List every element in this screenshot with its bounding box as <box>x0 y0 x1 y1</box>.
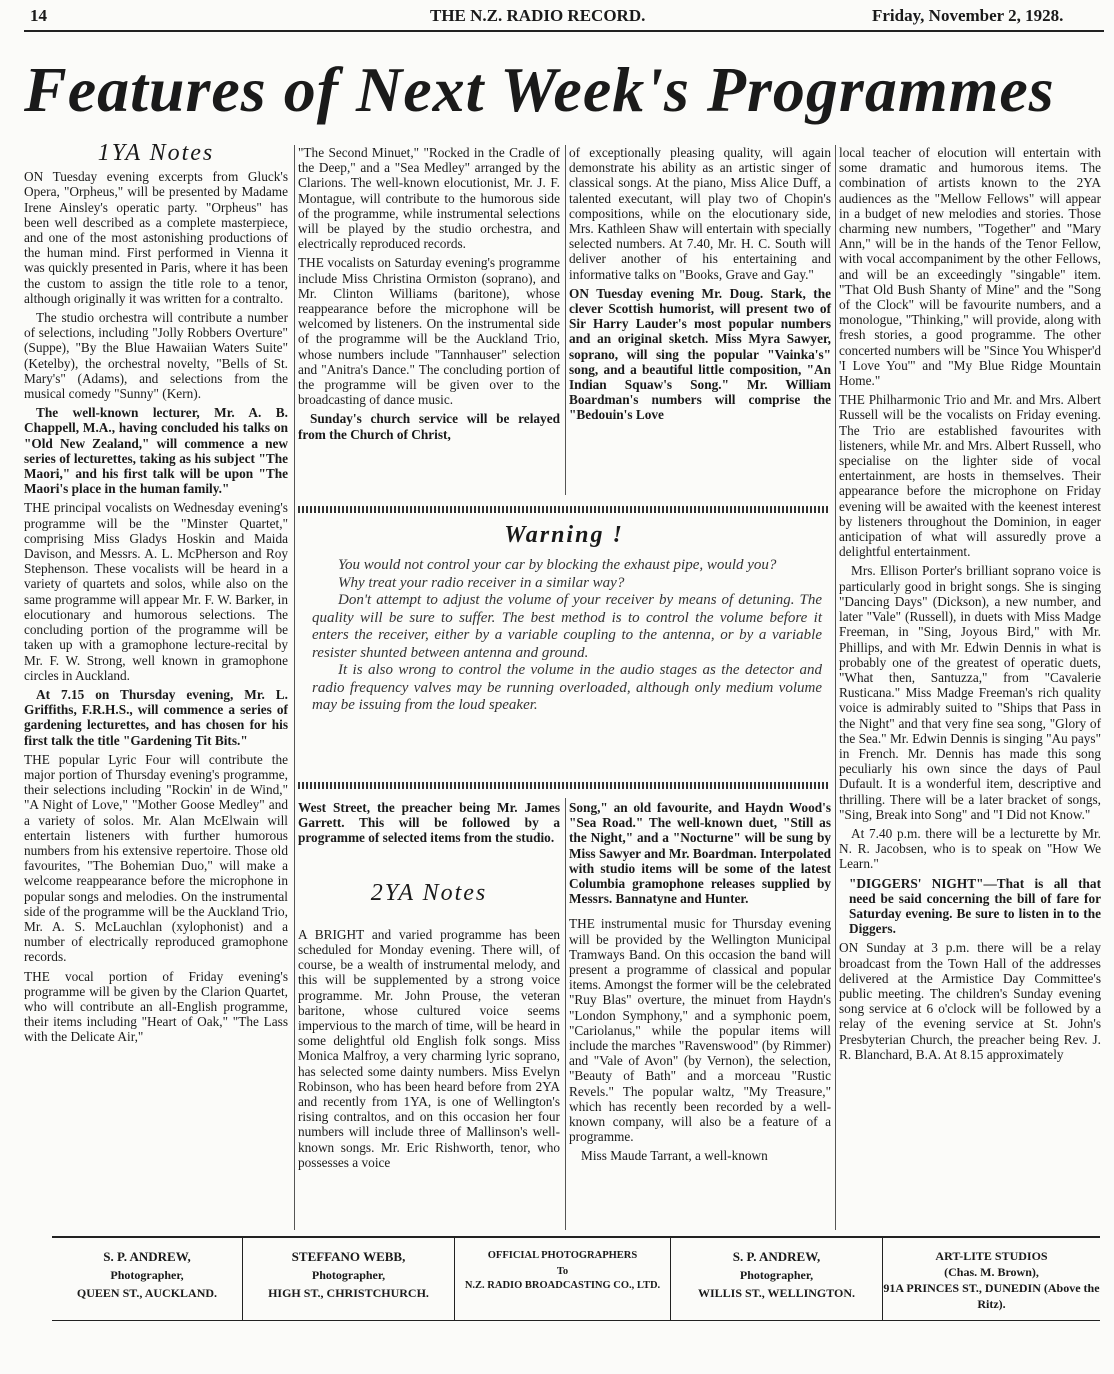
column-rule <box>294 145 295 1230</box>
advert-address: QUEEN ST., AUCKLAND. <box>76 1286 218 1300</box>
hatch-rule <box>298 782 830 789</box>
article-paragraph: local teacher of elocution will entertain with some dramatic and humorous items. The combination of artists known to the 2YA audiences as the "Mellow Fellows" will appear in a budget of new melodies and stories. Those charming new numbers, "Together" and "Mary Ann," will be in the hands of the Tenor Fellow, with vocal accompaniment by the other Fellows, and will be an exceedingly "singable" item. "That Old Bush Shanty of Mine" and the "Song of the Clock" will be favourite numbers, and a monologue, "Thinking," will provide, along with fresh stories, a good programme. The other concerted numbers will be "Since You Whisper'd 'I Love You'" and "My Blue Ridge Mountain Home." <box>839 145 1101 389</box>
page-title: Features of Next Week's Programmes <box>24 54 1055 125</box>
article-paragraph-bold: "DIGGERS' NIGHT"—That is all that need be said concerning the bill of fare for Saturday evening. Be sure to listen in to the Diggers. <box>849 875 1101 937</box>
advert-address: N.Z. RADIO BROADCASTING CO., LTD. <box>464 1280 661 1291</box>
article-paragraph-bold: At 7.15 on Thursday evening, Mr. L. Griffiths, F.R.H.S., will commence a series of gardening lecturettes, and has chosen for his first talk the title "Gardening Tit Bits." <box>24 686 288 748</box>
advert-address: 91A PRINCES ST., DUNEDIN (Above the Ritz). <box>883 1281 1100 1311</box>
advert-name: STEFFANO WEBB, <box>291 1249 406 1264</box>
advert-cell <box>882 1238 1100 1320</box>
column-2 <box>298 145 560 446</box>
warning-paragraph: Don't attempt to adjust the volume of your receiver by means of detuning. The quality will be sure to suffer. The best method is to control the volume before it enters the receiver, either by a variable coupling to the antenna, or by a variable resister shunted between antenna and ground. <box>312 592 822 661</box>
warning-heading: Warning ! <box>504 522 624 548</box>
advert-name: S. P. ANDREW, <box>103 1249 191 1264</box>
advert-name: S. P. ANDREW, <box>732 1249 821 1264</box>
publication-name: THE N.Z. RADIO RECORD. <box>430 6 646 25</box>
page-number: 14 <box>30 6 47 25</box>
advert-role: Photographer, <box>110 1268 184 1282</box>
advert-cell <box>52 1238 242 1320</box>
article-paragraph-bold: ON Tuesday evening Mr. Doug. Stark, the clever Scottish humorist, will present two of Sir Harry Lauder's most popular numbers and an original sketch. Miss Myra Sawyer, soprano, will sing the popular "Vainka's" song, and a beautiful little composition, "An Indian Squaw's Song." Mr. William Boardman's numbers will comprise the "Bedouin's Love <box>569 285 831 423</box>
lower-left-block <box>298 800 560 1174</box>
article-paragraph: A BRIGHT and varied programme has been scheduled for Monday evening. There will, of course, be a wealth of instrumental melody, and this will be supplemented by a strong voice programme. Mr. John Prouse, the veteran baritone, whose cultured voice seems impervious to the march of time, will be heard in some delightful old English folk songs. Miss Monica Malfroy, a very charming lyric soprano, has selected some dainty numbers. Miss Evelyn Robinson, who has been heard before from 2YA and recently from 1YA, is one of Wellington's rising contraltos, and on this occasion her four numbers will include three of Mallinson's well-known songs. Mr. Eric Rishworth, tenor, who possesses a voice <box>298 926 560 1170</box>
column-rule <box>835 145 836 1230</box>
photographers-advert <box>52 1236 1100 1321</box>
article-paragraph: ON Sunday at 3 p.m. there will be a relay broadcast from the Town Hall of the addresses delivered at the Armistice Day Committee's public meeting. The children's Sunday evening song service at 6 o'clock will be followed by a relay of the evening service at St. John's Presbyterian Church, the preacher being Rev. J. R. Blanchard, B.A. At 8.15 approximately <box>839 940 1101 1062</box>
article-paragraph: The studio orchestra will contribute a number of selections, including "Jolly Robbers Overture" (Suppe), "By the Blue Hawaiian Waters Suite" (Ketelby), the orchestral novelty, "Bells of St. Mary's" (Adams), and selections from the musical comedy "Sunny" (Kern). <box>24 310 288 402</box>
article-paragraph: of exceptionally pleasing quality, will again demonstrate his ability as an artistic singer of classical songs. At the piano, Miss Alice Duff, a talented executant, will play two of Chopin's compositions, while on the elocutionary side, Mrs. Kathleen Shaw will entertain with specially selected numbers. At 7.40, Mr. H. C. South will deliver another of his entertaining and informative talks on "Books, Grave and Gay." <box>569 145 831 282</box>
advert-role: (Chas. M. Brown), <box>944 1265 1039 1279</box>
article-paragraph-bold: Song," an old favourite, and Haydn Wood's "Sea Road." The well-known duet, "Still as the Night," and a "Nocturne" will be sung by Miss Sawyer and Mr. Boardman. Interpolated with studio items will be some of the latest Columbia gramophone releases supplied by Messrs. Bannatyne and Hunter. <box>569 800 831 907</box>
article-paragraph: THE Philharmonic Trio and Mr. and Mrs. Albert Russell will be the vocalists on Friday evening. The Trio are established favourites with listeners, while Mr. and Mrs. Albert Russell, who specialise on the lighter side of vocal entertainment, are hosts in themselves. Their appearance before the microphone on Friday evening will be awaited with the keenest interest by listeners throughout the Dominion, in eager anticipation of what will assuredly prove a delightful entertainment. <box>839 392 1101 560</box>
article-paragraph-bold: The well-known lecturer, Mr. A. B. Chappell, M.A., having concluded his talks on "Old New Zealand," will commence a new series of lecturettes, taking as his subject "The Maori," and his first talk will be upon "The Maori's place in the human family." <box>24 405 288 497</box>
article-paragraph: Mrs. Ellison Porter's brilliant soprano voice is particularly good in bright songs. She is singing "Dancing Days" (Dickson), a new number, and later "Vale" (Russell), in duets with Miss Madge Freeman, in "Sing, Joyous Bird," with Mr. Phillips, and with Mr. Edwin Dennis in what is probably one of the greatest of operatic duets, "What then, Santuzza," from "Cavalerie Rusticana." Miss Madge Freeman's rich quality voice is admirably suited to "Ships that Pass in the Night" and that very fine sea song, "Glory of the Sea." Mr. Edwin Dennis is singing "Au pays" in French. Mr. Dennis has made this song peculiarly his own since the days of Paul Dufault. It is a wonderful item, descriptive and thrilling. There will be a later bracket of songs, "Sing, Break into Song" and "I Did not Know." <box>839 563 1101 822</box>
article-paragraph-bold: West Street, the preacher being Mr. James Garrett. This will be followed by a programme of selected items from the studio. <box>298 800 560 846</box>
lower-right-block <box>569 800 831 1168</box>
header-rule <box>24 30 1104 32</box>
section-heading-2ya: 2YA Notes <box>370 879 488 906</box>
column-1 <box>24 142 288 1049</box>
article-paragraph: At 7.40 p.m. there will be a lecturette by Mr. N. R. Jacobsen, who is to speak on "How We Learn." <box>839 825 1101 872</box>
article-paragraph: Miss Maude Tarrant, a well-known <box>581 1148 768 1164</box>
warning-text <box>298 557 830 715</box>
column-rule <box>565 145 566 495</box>
advert-name: ART-LITE STUDIOS <box>935 1249 1048 1263</box>
issue-date: Friday, November 2, 1928. <box>872 6 1064 25</box>
hatch-rule <box>298 506 830 513</box>
advert-cell <box>242 1238 454 1320</box>
advert-role: Photographer, <box>311 1268 386 1282</box>
column-3 <box>569 145 831 427</box>
article-paragraph: THE vocal portion of Friday evening's programme will be given by the Clarion Quartet, who will contribute an all-English programme, their items including "Heart of Oak," "The Lass with the Delicate Air," <box>24 968 288 1045</box>
column-4 <box>839 145 1101 1066</box>
advert-address: WILLIS ST., WELLINGTON. <box>697 1286 856 1300</box>
article-paragraph-bold: Sunday's church service will be relayed from the Church of Christ, <box>298 411 560 442</box>
advert-role: Photographer, <box>739 1268 814 1282</box>
advert-cell <box>670 1238 882 1320</box>
warning-paragraph: It is also wrong to control the volume in the audio stages as the detector and radio frequency valves may be running overloaded, although only medium volume may be issuing from the loud speaker. <box>312 662 822 713</box>
article-paragraph: ON Tuesday evening excerpts from Gluck's Opera, "Orpheus," will be presented by Madame Irene Ainsley's operatic party. "Orpheus" has been well described as a complete masterpiece, and one of the most astonishing productions of the human mind. First performed in Vienna it was quickly presented in Paris, where it has been the custom to assign the title role to a tenor, although originally it was written for a contralto. <box>24 169 288 306</box>
article-paragraph: THE popular Lyric Four will contribute the major portion of Thursday evening's programme, their selections including "Rockin' in de Wind," "A Night of Love," "Mother Goose Medley" and a variety of solos. Mr. Alan McElwain will entertain listeners with further humorous numbers from his extensive repertoire. Those old favourites, "The Bohemian Duo," will make a welcome reappearance before the microphone in popular songs and melodies. On the instrumental side of the programme will be the Auckland Trio, Mr. A. S. McLauchlan (xylophonist) and a number of electrically reproduced gramophone records. <box>24 751 288 965</box>
advert-cell <box>454 1238 670 1320</box>
warning-box <box>298 518 830 715</box>
warning-paragraph: You would not control your car by blocking the exhaust pipe, would you? <box>338 557 777 573</box>
warning-paragraph: Why treat your radio receiver in a similar way? <box>338 574 625 591</box>
column-rule <box>565 798 566 1230</box>
section-heading-1ya: 1YA Notes <box>97 140 215 166</box>
article-paragraph: THE instrumental music for Thursday evening will be provided by the Wellington Municipal Tramways Band. On this occasion the band will present a programme of classical and popular items. Amongst the former will be the celebrated "Ruy Blas" overture, the minuet from Haydn's "London Symphony," and a symphonic poem, "Cariolanus," while the popular items will include the marches "Ravenswood" (by Rimmer) and "Vale of Avon" (by Vernon), the selection, "Beauty of Bath" and a morceau "Rustic Revels." The popular waltz, "My Treasure," which has recently been recorded by a well-known company, will also be a feature of a programme. <box>569 916 831 1145</box>
advert-name: OFFICIAL PHOTOGRAPHERS <box>487 1250 638 1261</box>
advert-role: To <box>556 1266 569 1277</box>
article-paragraph: THE principal vocalists on Wednesday evening's programme will be the "Minster Quartet," comprising Miss Gladys Hoskin and Maida Davison, and Messrs. A. L. McPherson and Roy Stephenson. These vocalists will be heard in a variety of quartets and solos, while also on the same programme will appear Mr. F. W. Barker, in elocutionary and humorous selections. The concluding portion of the programme will be taken up with a gramophone lecture-recital by Mr. F. W. Strong, well known in gramophone circles in Auckland. <box>24 500 288 683</box>
article-paragraph: "The Second Minuet," "Rocked in the Cradle of the Deep," and a "Sea Medley" arranged by the Clarions. The well-known elocutionist, Mr. J. F. Montague, will contribute to the humorous side of the programme, while instrumental selections will be played by the studio orchestra, and electrically reproduced records. <box>298 145 560 252</box>
article-paragraph: THE vocalists on Saturday evening's programme include Miss Christina Ormiston (soprano), and Mr. Clinton Williams (baritone), whose reappearance before the microphone will be welcomed by listeners. On the instrumental side of the programme will be the Auckland Trio, whose numbers include "Tannhauser" selection and "Anitra's Dance." The concluding portion of the programme will be given over to the broadcasting of dance music. <box>298 255 560 408</box>
advert-address: HIGH ST., CHRISTCHURCH. <box>268 1286 429 1300</box>
